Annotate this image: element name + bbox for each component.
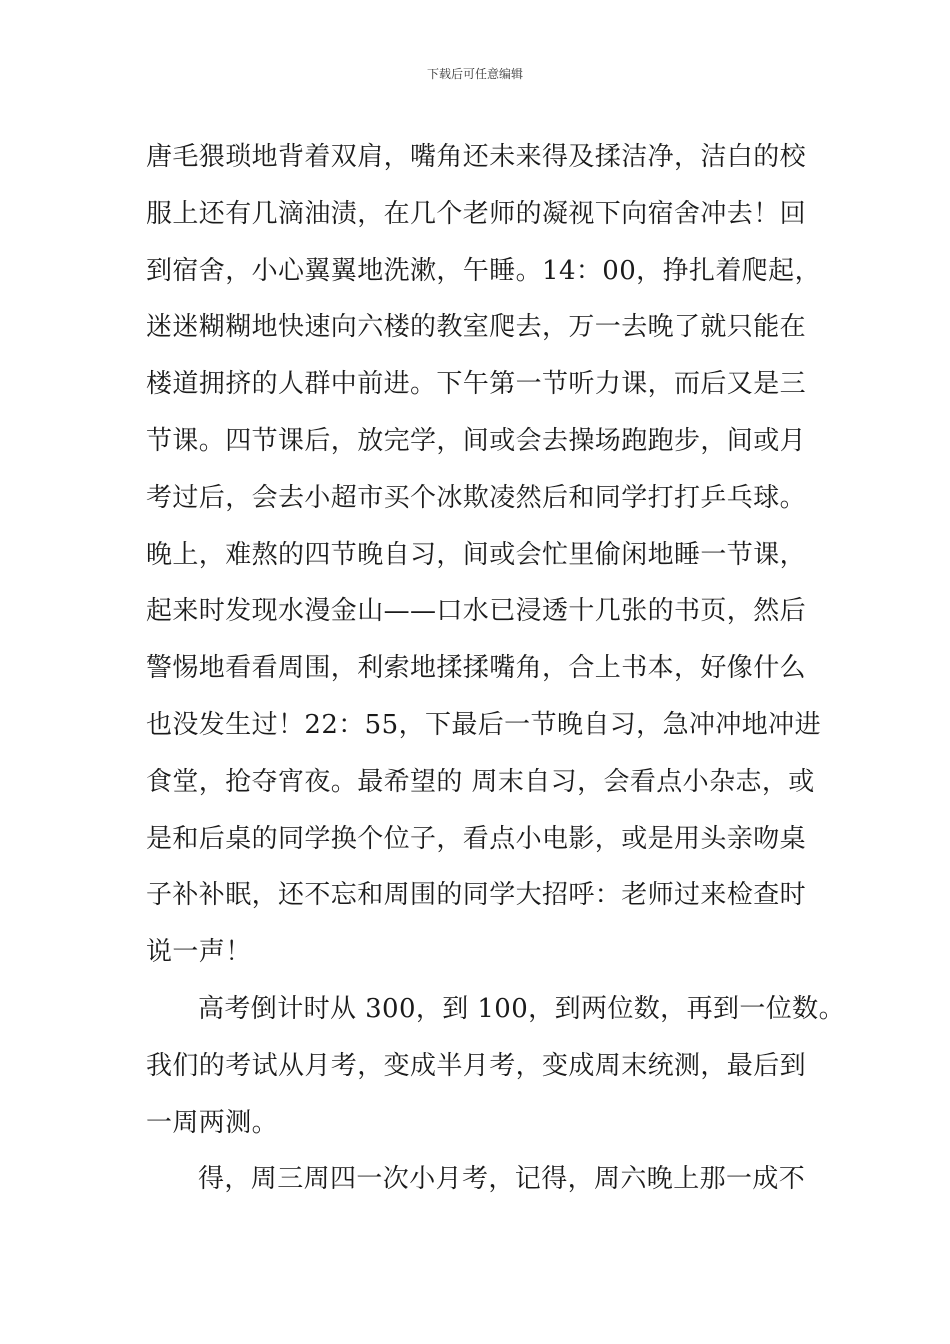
text-line: 节课。四节课后，放完学，间或会去操场跑跑步，间或月 xyxy=(146,425,807,456)
text-line: 晚上，难熬的四节晚自习，间或会忙里偷闲地睡一节课， xyxy=(146,539,807,570)
paragraph-countdown xyxy=(146,981,845,1151)
text-line: 得，周三周四一次小月考，记得，周六晚上那一成不 xyxy=(198,1164,806,1195)
text-line: 起来时发现水漫金山——口水已浸透十几张的书页，然后 xyxy=(146,596,807,627)
text-line: 说一声！ xyxy=(146,937,252,968)
document-body xyxy=(146,129,845,1208)
text-line: 考过后，会去小超市买个冰欺凌然后和同学打打乒乓球。 xyxy=(146,482,807,513)
text-line: 唐毛猥琐地背着双肩，嘴角还未来得及揉洁净，洁白的校 xyxy=(146,142,807,172)
text-line: 我们的考试从月考，变成半月考，变成周末统测，最后到 xyxy=(146,1050,807,1081)
text-line: 到宿舍，小心翼翼地洗漱，午睡。14：00，挣扎着爬起， xyxy=(146,255,821,286)
text-line: 楼道拥挤的人群中前进。下午第一节听力课，而后又是三 xyxy=(146,369,807,400)
text-line: 食堂，抢夺宵夜。最希望的 周末自习，会看点小杂志，或 xyxy=(146,766,815,797)
text-line: 高考倒计时从 300，到 100，到两位数，再到一位数。 xyxy=(198,993,845,1024)
paragraph-daily-routine xyxy=(146,129,821,981)
page-header-note: 下载后可任意编辑 xyxy=(426,67,523,81)
paragraph-exams xyxy=(146,1151,808,1208)
text-line: 服上还有几滴油渍，在几个老师的凝视下向宿舍冲去！回 xyxy=(146,198,807,229)
text-line: 迷迷糊糊地快速向六楼的教室爬去，万一去晚了就只能在 xyxy=(146,312,807,343)
text-line: 警惕地看看周围，利索地揉揉嘴角，合上书本，好像什么 xyxy=(146,653,807,684)
text-line: 也没发生过！22：55，下最后一节晚自习，急冲冲地冲进 xyxy=(146,709,821,740)
text-line: 是和后桌的同学换个位子，看点小电影，或是用头亲吻桌 xyxy=(146,823,807,854)
text-line: 一周两测。 xyxy=(146,1107,279,1138)
text-line: 子补补眠，还不忘和周围的同学大招呼：老师过来检查时 xyxy=(146,880,807,911)
